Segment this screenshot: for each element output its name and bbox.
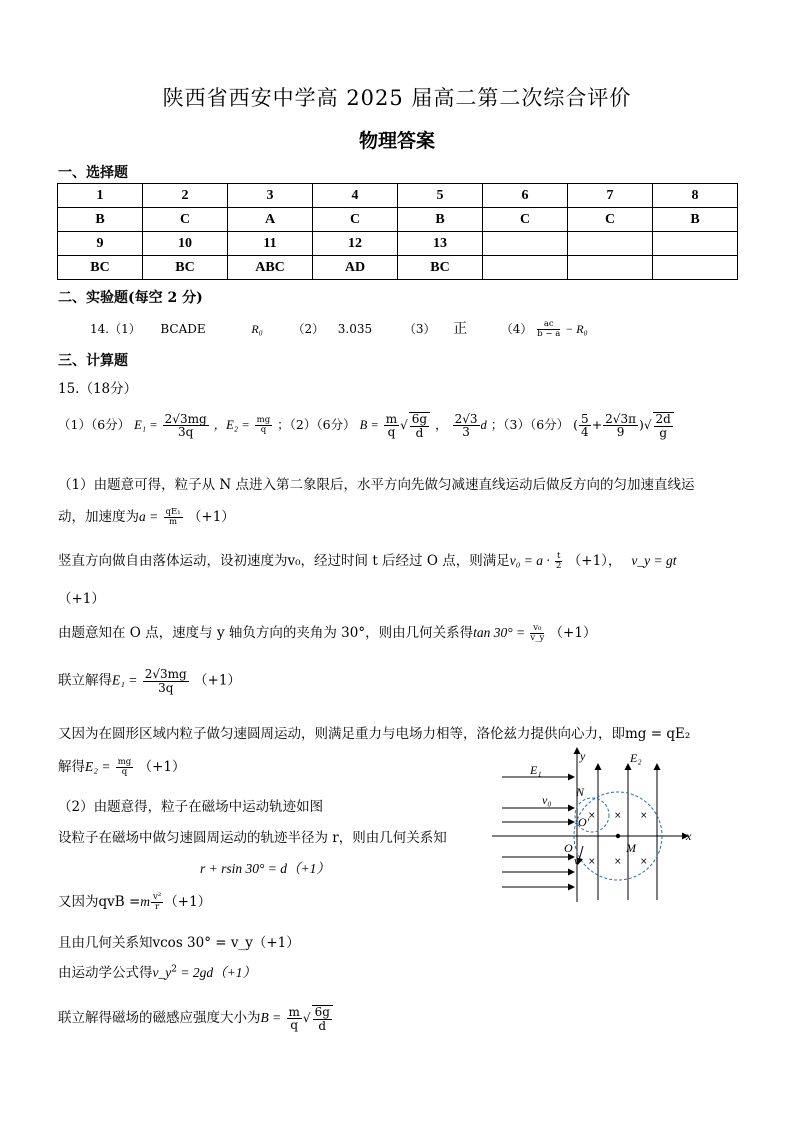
question-number-cell: 2 [143,184,228,208]
q15-e2-fraction: $\frac{mg}{q}$ [256,415,271,436]
answer-cell: BC [398,256,483,280]
q14-part-4: （4） [500,322,533,336]
q15-line-12: 又因为qvB =m $\frac{\text{v²}}{r}$ （+1） [58,892,212,912]
section-choice: 一、选择题 [58,165,128,181]
q15-line-11: r + rsin 30° = d（+1） [200,861,330,876]
q14-label: 14.（1） [90,322,141,336]
v-label: v [574,855,579,867]
q15-line-2: 动，加速度为a = $\frac{\text{qE₁}}{m}$ （+1） [58,507,235,527]
section-calculation: 三、计算题 [58,353,128,369]
e2-label: E₂ [630,751,642,765]
q15-t-open: ( [573,417,579,433]
q15-t-fraction-a: $\frac{5}{4}$ [581,411,589,440]
answer-cell: B [58,208,143,232]
question-number-cell: 11 [228,232,313,256]
q15-line-5: 由题意知在 O 点，速度与 y 轴负方向的夹角为 30°，则由几何关系得tan 30° = $\frac{\text{v₀}}{v\_y}$ （+1） [58,623,597,643]
question-number-cell: 13 [398,232,483,256]
question-number-cell: 5 [398,184,483,208]
q15-line-4: （+1） [58,591,105,607]
q14-answer-2: R₀ [251,322,263,336]
q15-line-14: 由运动学公式得$v\_y^2 = 2gd(+1)$ [58,964,256,981]
question-number-cell: 6 [483,184,568,208]
q15-e2-lhs: ，E₂ = [213,418,250,433]
q15-e1-lhs: E₁ = [134,418,158,433]
q14-answer-3: 3.035 [337,322,373,336]
q15-line-13: 且由几何关系知vcos 30° = v_y（+1） [58,935,300,951]
q15-line-1: （1）由题意可得，粒子从 N 点进入第二象限后，水平方向先做匀减速直线运动后做反方向的匀加速直线运 [58,477,695,493]
q15-line-3: 竖直方向做自由落体运动，设初速度为v₀，经过时间 t 后经过 O 点，则满足v₀ = a · $\frac{t}{2}$ （+1）， v_y = gt [58,551,677,571]
question-number-cell: 10 [143,232,228,256]
v0-label: v₀ [542,793,552,807]
point-m [616,834,620,838]
trajectory-diagram [490,742,700,907]
q15-t-radical: $\frac{2d}{g}$ [653,412,674,439]
question-number-cell [483,232,568,256]
question-number-cell: 12 [313,232,398,256]
q14-part-2: （2） [292,322,325,336]
section-experiment: 二、实验题(每空 2 分) [58,290,203,306]
question-number-cell: 8 [653,184,738,208]
page-subtitle: 物理答案 [358,130,435,152]
q15-b-lhs: B = [359,418,379,433]
e1-label: E₁ [530,763,542,777]
answer-cell: BC [143,256,228,280]
q15-summary-part-1: （1）（6分） [58,417,131,433]
q15-e1-fraction: $\frac{2√3mg}{3q}$ [164,411,207,440]
question-number-cell: 4 [313,184,398,208]
question-number-cell: 1 [58,184,143,208]
magnetic-field-cross: × [588,811,596,821]
question-number-row [58,232,738,256]
answer-cell [483,256,568,280]
question-number-cell [568,232,653,256]
question-number-cell [653,232,738,256]
question-number-cell: 3 [228,184,313,208]
answer-cell: BC [58,256,143,280]
q15-line-8: 解得E₂ = $\frac{mg}{q}$ （+1） [58,757,186,777]
y-label: y [580,749,586,763]
q15-b-radical: $\frac{6g}{d}$ [409,412,430,439]
q15-t-close: ) [638,417,644,433]
answer-cell: AD [313,256,398,280]
q15-line-7: 又因为在圆形区域内粒子做匀速圆周运动，则满足重力与电场力相等，洛伦兹力提供向心力，即mg = qE₂ [58,726,691,742]
q14-answers [90,318,588,339]
q15-b-fraction: $\frac{m}{q}$ [385,411,398,440]
answer-cell: ABC [228,256,313,280]
question-number-cell: 9 [58,232,143,256]
answer-cell: C [483,208,568,232]
answer-cell: A [228,208,313,232]
q15-r-fraction: $\frac{2√3}{3}$ [454,411,478,440]
q15-line-9: （2）由题意得，粒子在磁场中运动轨迹如图 [58,799,324,815]
question-number-cell: 7 [568,184,653,208]
q15-line-15: 联立解得磁场的磁感应强度大小为B = $\frac{m}{q}$ √ $\frac{6g}{d}$ [58,1005,334,1032]
answer-cell: B [653,208,738,232]
answer-cell [568,256,653,280]
page-title: 陕西省西安中学高 2025 届高二第二次综合评价 [162,86,632,110]
answer-cell: C [143,208,228,232]
answer-row [58,208,738,232]
magnetic-field-cross: × [614,811,622,821]
magnetic-field-cross: × [588,857,596,867]
q14-part-3: （3） [403,322,436,336]
answer-table [57,183,738,280]
q15-summary-part-3: ；（3）（6分） [490,417,570,433]
o1-label: O′ [578,815,590,829]
x-label: x [686,829,692,843]
q15-line-10: 设粒子在磁场中做匀速圆周运动的轨迹半径为 r，则由几何关系知 [58,830,447,846]
magnetic-field-cross: × [640,857,648,867]
q15-summary-part-2: ；（2）（6分） [277,417,356,433]
answer-cell: C [313,208,398,232]
q15-t-plus: + [591,417,603,433]
magnetic-field-cross: × [640,811,648,821]
answer-row [58,256,738,280]
q14-answer-5-tail: − R₀ [565,322,588,336]
q15-r-tail: d [480,418,487,433]
n-label: N [576,785,585,799]
magnetic-field-cross: × [614,857,622,867]
answer-cell: B [398,208,483,232]
q15-line-6: 联立解得E₁ = $\frac{2√3mg}{3q}$ （+1） [58,667,241,695]
question-number-row [58,184,738,208]
answer-cell [653,256,738,280]
q14-answer-4: 正 [453,321,468,337]
m-label: M [626,841,636,855]
q14-answer-1: BCADE [160,322,206,336]
q15-summary: （1）（6分） E₁ = $\frac{2√3mg}{3q}$ ，E₂ = $\frac{mg}{q}$ ；（2）（6分） B = $\frac{m}{q}$ √ $\frac{6g}{d}$ ， $\frac{2√3}{3}$ d ；（3）（6分） ( $\frac{5}{4}$ + $\frac{2√3\pi}{9}$ )√ $\frac{2d}{g}$ [58,412,675,439]
q15-t-fraction-b: $\frac{2√3\pi}{9}$ [605,411,636,440]
q15-label: 15.（18分） [58,381,138,397]
o-label: O [564,841,573,855]
q14-answer-5-fraction: $\frac{ac}{b - a}$ [537,319,561,339]
answer-cell: C [568,208,653,232]
